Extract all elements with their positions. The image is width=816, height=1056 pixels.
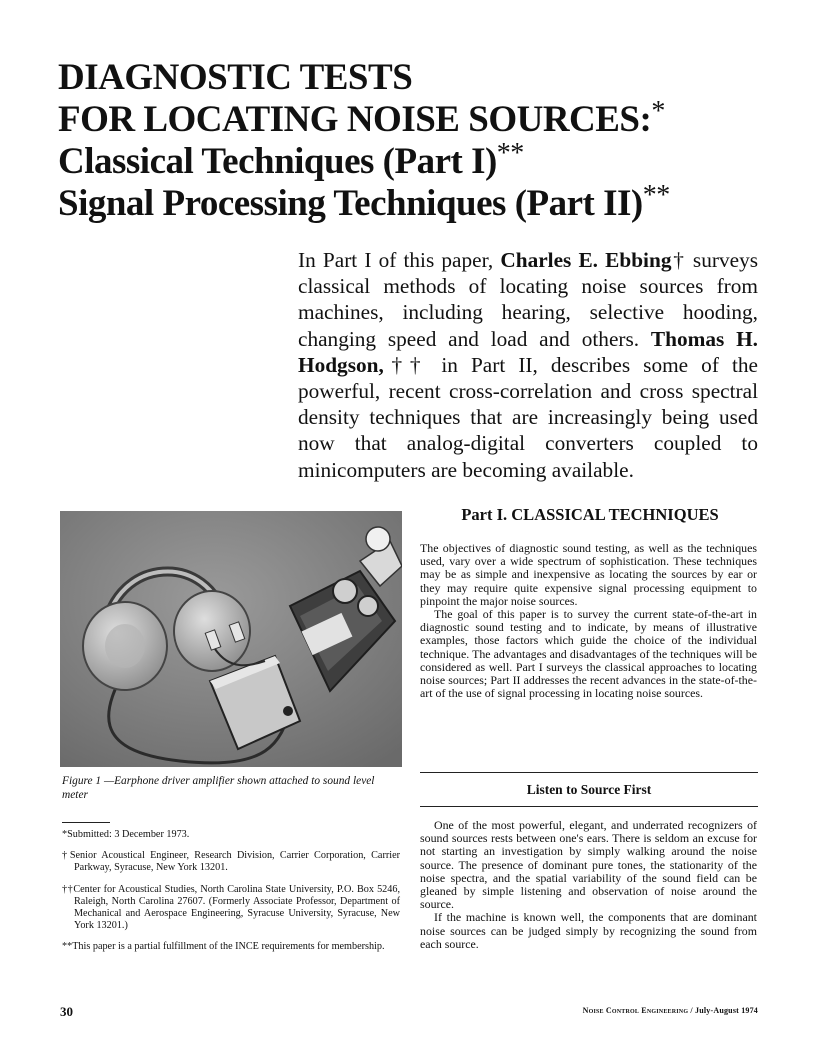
title-line-3: Classical Techniques (Part I)** xyxy=(58,138,524,182)
running-footer xyxy=(540,1006,758,1015)
subsection-paragraph-1: One of the most powerful, elegant, and underrated recognizers of sound sources rests between one's ears. There is seldom an excuse for not starting an investigation by simply walking around the noise source. The presence of dominant pure tones, the stationarity of the noise spectra, and the spatial variability of the sound field can be gleaned by simple listening and observation of noise around the source. xyxy=(420,818,757,912)
abstract: In Part I of this paper, Charles E. Ebbing† surveys classical methods of locating noise sources from machines, including hearing, selective hooding, changing speed and load and others. Thomas H. Hodgson,†† in Part II, describes some of the powerful, recent cross-correlation and cross spectral density techniques that are increasingly being used now that analog-digital converters coupled to minicomputers are becoming available. xyxy=(298,248,758,482)
journal-issue: / July-August 1974 xyxy=(688,1006,758,1015)
subsection-rule-top xyxy=(420,772,758,773)
footnotes xyxy=(62,829,400,963)
title-line-4: Signal Processing Techniques (Part II)** xyxy=(58,180,670,224)
subsection-paragraph-2: If the machine is known well, the components that are dominant noise sources can be judged simply by recognizing the sound from each source. xyxy=(420,910,757,951)
title-footnote-mark: ** xyxy=(642,180,670,211)
author-1: Charles E. Ebbing xyxy=(500,248,672,272)
subsection-body xyxy=(420,819,757,951)
title-line-2: FOR LOCATING NOISE SOURCES:* xyxy=(58,96,665,140)
photo-illustration xyxy=(60,511,402,767)
footnote-author-2: ††Center for Acoustical Studies, North Carolina State University, P.O. Box 5246, Raleigh, North Carolina 27607. (Formerly Associate Professor, Department of Mechanical and Aerospace Engineering, Syracuse University, Syracuse, New York 13201.) xyxy=(62,883,400,932)
title-footnote-mark: * xyxy=(651,96,665,127)
title-line-1: DIAGNOSTIC TESTS xyxy=(58,57,413,98)
footnote-submitted: *Submitted: 3 December 1973. xyxy=(62,829,190,840)
section-body xyxy=(420,542,757,700)
subsection-heading: Listen to Source First xyxy=(526,782,652,797)
section-paragraph-2: The goal of this paper is to survey the current state-of-the-art in diagnostic sound testing and to indicate, by means of illustrative examples, those factors which guide the choice of the individual technique. The advantages and disadvantages of the techniques will be considered as well. Part I surveys the classical approaches to locating noise sources; Part II addresses the recent advances in the state-of-the-art of the use of signal processing in locating noise sources. xyxy=(420,607,757,701)
section-heading: Part I. CLASSICAL TECHNIQUES xyxy=(461,505,719,524)
page-number: 30 xyxy=(60,1004,73,1019)
footnote-rule xyxy=(62,822,110,823)
subsection-rule-bottom xyxy=(420,806,758,807)
figure-photo xyxy=(60,511,402,767)
footnote-author-1: †Senior Acoustical Engineer, Research Division, Carrier Corporation, Carrier Parkway, Syracuse, New York 13201. xyxy=(62,850,400,874)
title-footnote-mark: ** xyxy=(496,138,524,169)
author-2: Thomas H. Hodgson, xyxy=(298,326,758,377)
journal-name: Noise Control Engineering xyxy=(582,1006,689,1015)
section-paragraph-1: The objectives of diagnostic sound testing, as well as the techniques used, vary over a wide spectrum of sophistication. These techniques may be as simple and inexpensive as locating the sources by ear or they may require quite expensive signal processing equipment to pinpoint the major noise sources. xyxy=(420,541,757,608)
figure-caption: Figure 1 —Earphone driver amplifier shown attached to sound level meter xyxy=(62,775,375,801)
footnote-membership: **This paper is a partial fulfillment of the INCE requirements for membership. xyxy=(62,941,385,953)
